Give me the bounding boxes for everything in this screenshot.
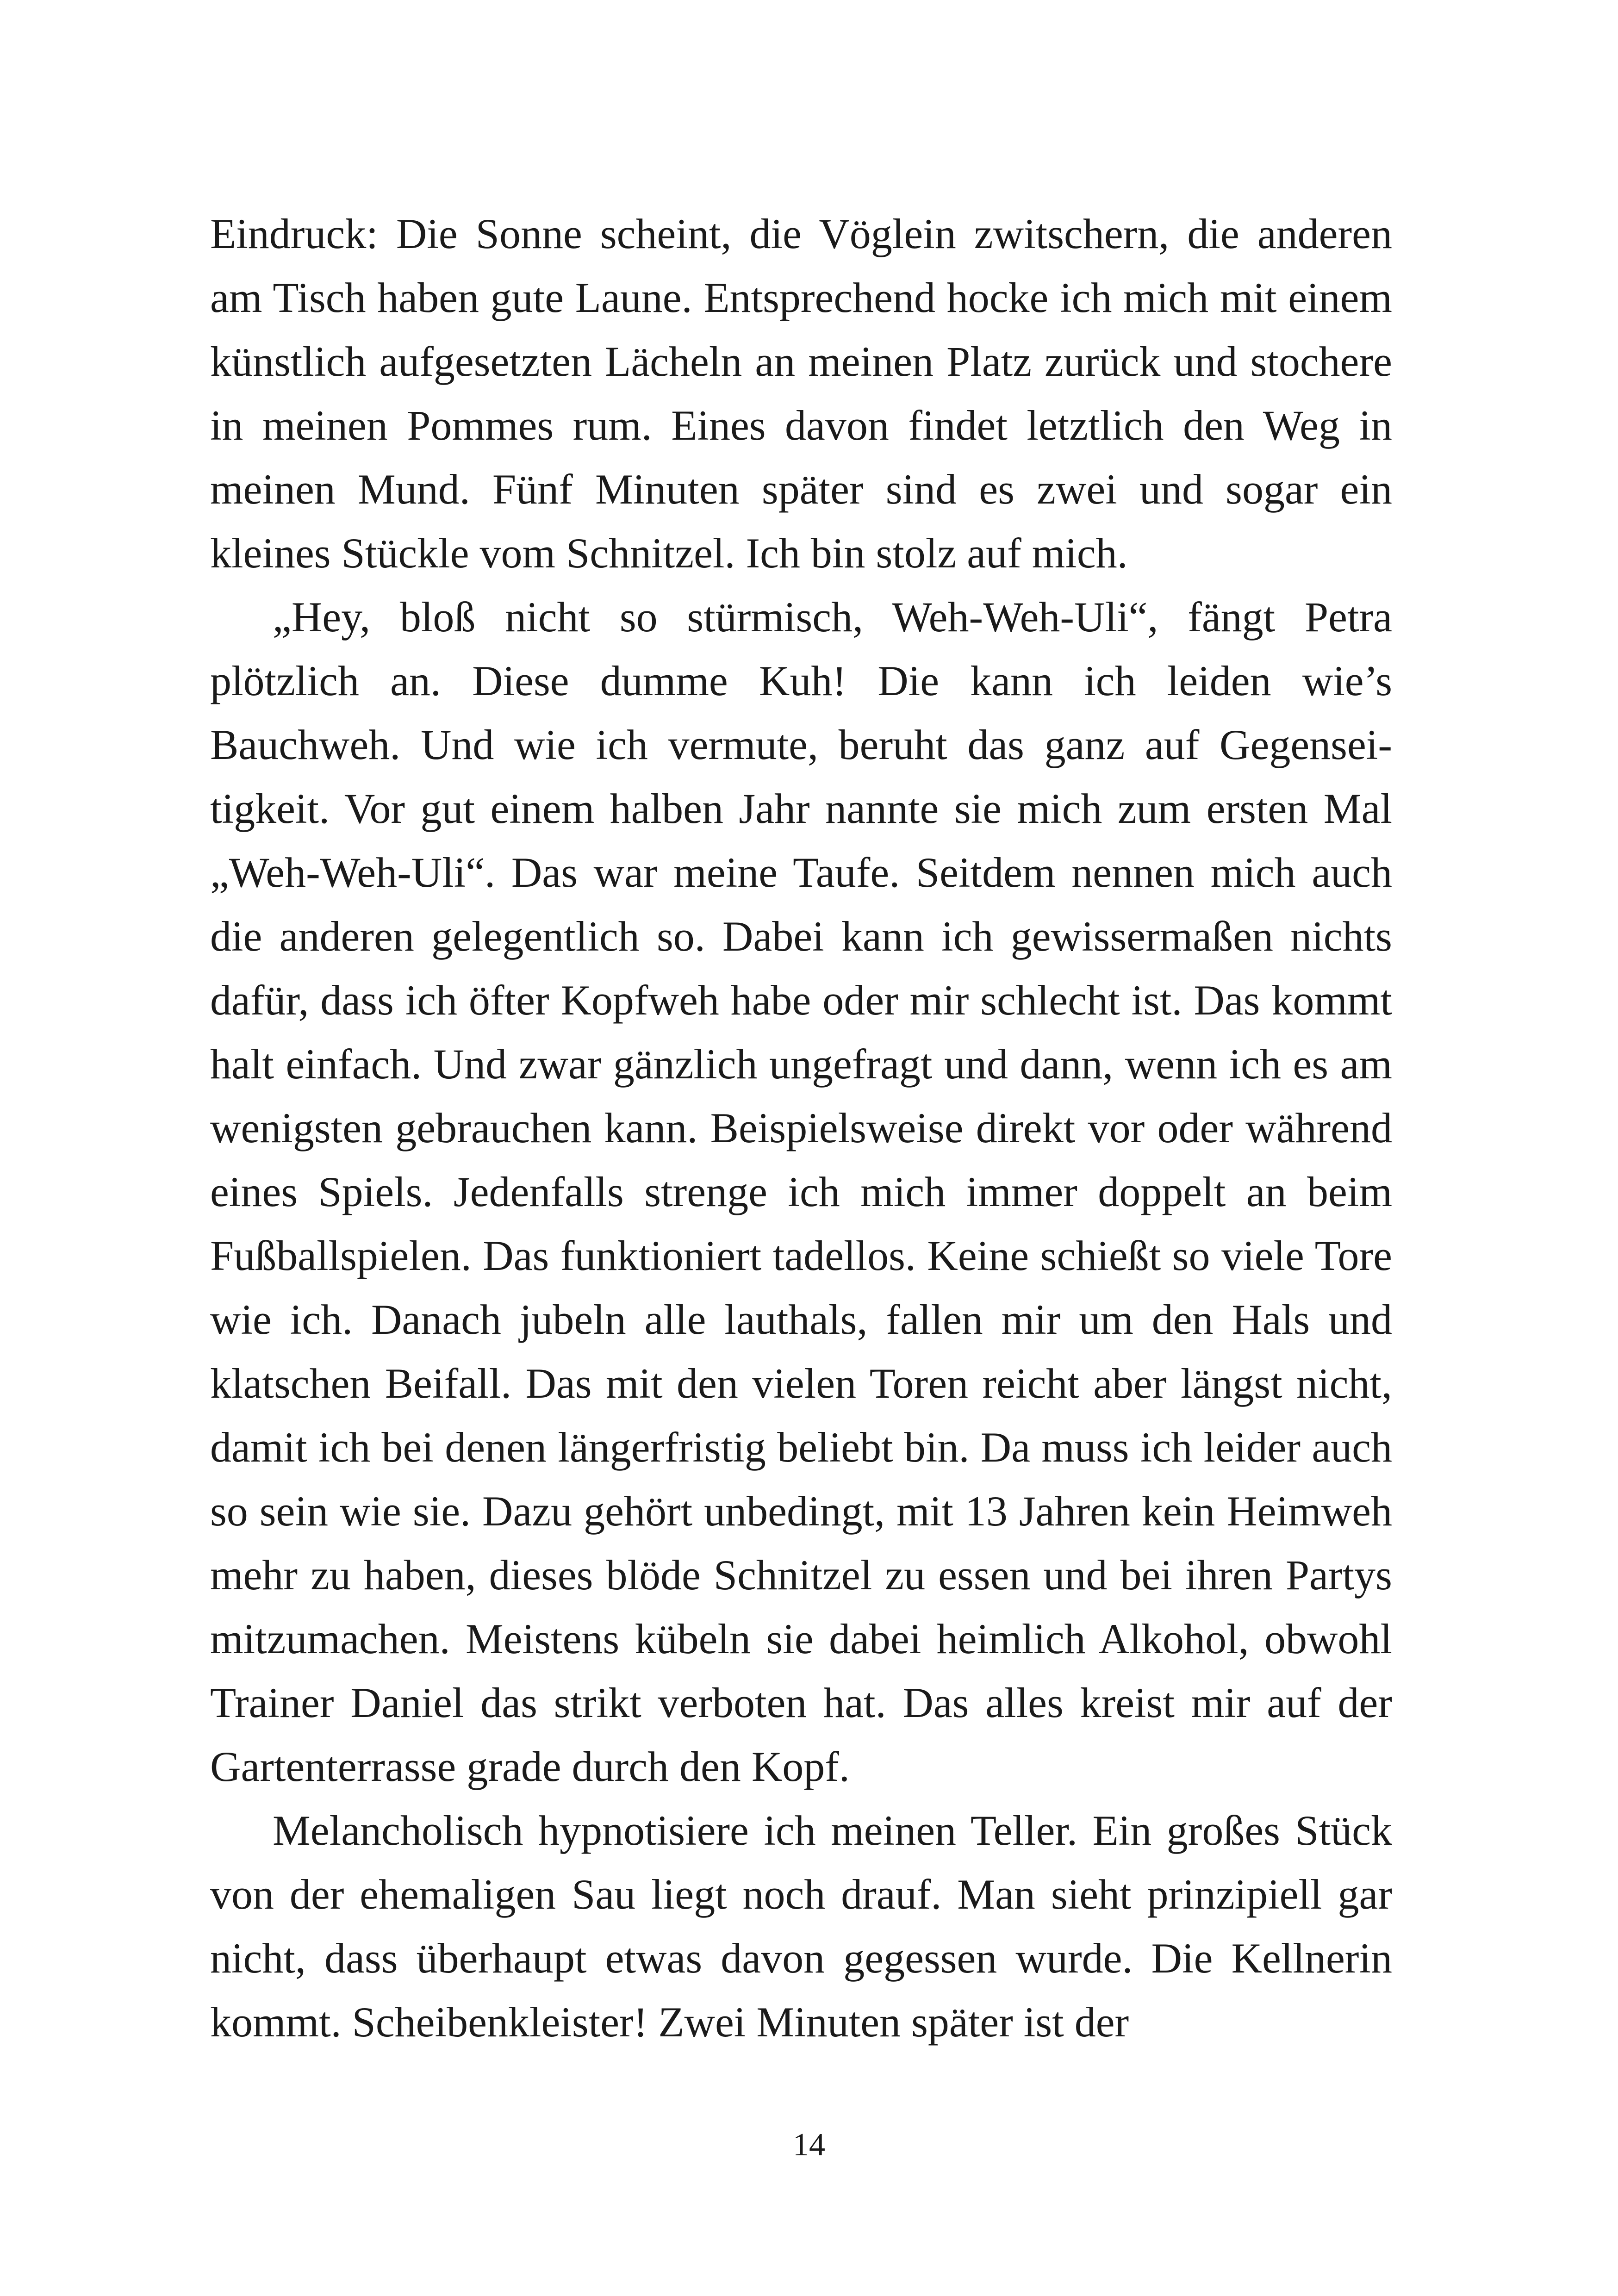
body-text [210, 202, 1392, 2054]
paragraph-2: „Hey, bloß nicht so stürmisch, Weh-Weh-Uli“, fängt Petra plötzlich an. Diese dumme Kuh! Die kann ich leiden wie’s Bauchweh. Und wie ich vermute, beruht das ganz auf Gegenseitigkeit. Vor gut einem halben Jahr nannte sie mich zum ersten Mal „Weh-Weh-Uli“. Das war meine Taufe. Seitdem nennen mich auch die anderen gelegentlich so. Dabei kann ich gewissermaßen nichts dafür, dass ich öfter Kopfweh habe oder mir schlecht ist. Das kommt halt einfach. Und zwar gänzlich ungefragt und dann, wenn ich es am wenigsten gebrauchen kann. Beispielsweise direkt vor oder während eines Spiels. Jedenfalls strenge ich mich immer doppelt an beim Fußballspielen. Das funktioniert tadellos. Keine schießt so viele Tore wie ich. Danach jubeln alle lauthals, fallen mir um den Hals und klatschen Beifall. Das mit den vielen Toren reicht aber längst nicht, damit ich bei denen längerfristig beliebt bin. Da muss ich leider auch so sein wie sie. Dazu gehört unbedingt, mit 13 Jahren kein Heimweh mehr zu haben, dieses blöde Schnitzel zu essen und bei ihren Partys mitzumachen. Meistens kübeln sie dabei heimlich Alkohol, obwohl Trainer Daniel das strikt verboten hat. Das alles kreist mir auf der Gartenterrasse grade durch den Kopf. [210, 593, 1392, 1790]
paragraph-3: Melancholisch hypnotisiere ich meinen Teller. Ein großes Stück von der ehemaligen Sau liegt noch drauf. Man sieht prinzipiell gar nicht, dass überhaupt etwas davon gegessen wurde. Die Kellnerin kommt. Scheibenkleister! Zwei Minuten später ist der [210, 1807, 1392, 2046]
paragraph-1: Eindruck: Die Sonne scheint, die Vöglein zwitschern, die anderen am Tisch haben gute Laune. Entsprechend hocke ich mich mit einem künstlich aufgesetzten Lächeln an meinen Platz zurück und stochere in meinen Pommes rum. Eines davon findet letztlich den Weg in meinen Mund. Fünf Minuten später sind es zwei und sogar ein kleines Stückle vom Schnitzel. Ich bin stolz auf mich. [210, 210, 1392, 577]
page-number: 14 [793, 2127, 825, 2163]
